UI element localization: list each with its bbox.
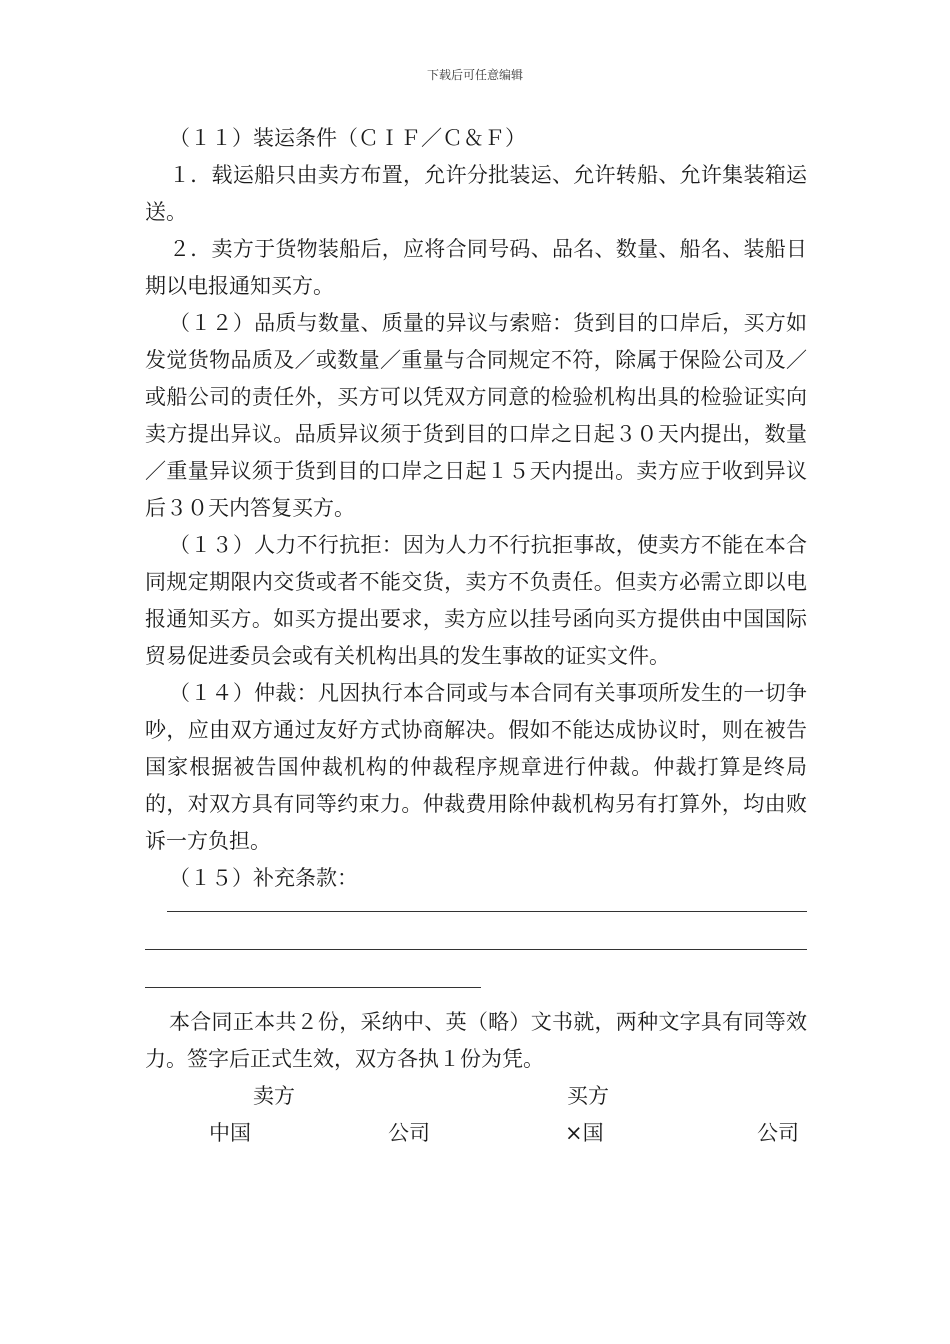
blank-line: [167, 911, 807, 912]
supplementary-clauses-blank: [145, 911, 807, 988]
seller-company: 公司: [388, 1121, 430, 1145]
buyer-company: 公司: [757, 1121, 799, 1145]
signature-parties-row: [145, 1115, 807, 1152]
section-13-force-majeure: （１３）人力不行抗拒：因为人力不行抗拒事故，使卖方不能在本合同规定期限内交货或者不能交货，卖方不负责任。但卖方必需立即以电报通知买方。如买方提出要求，卖方应以挂号函向买方提供由中国国际贸易促进委员会或有关机构出具的发生事故的证实文件。: [145, 533, 807, 668]
section-11-item-1: １．载运船只由卖方布置，允许分批装运、允许转船、允许集装箱运送。: [145, 163, 807, 224]
section-14-arbitration: （１４）仲裁：凡因执行本合同或与本合同有关事项所发生的一切争吵，应由双方通过友好方式协商解决。假如不能达成协议时，则在被告国家根据被告国仲裁机构的仲裁程序规章进行仲裁。仲裁打算是终局的，对双方具有同等约束力。仲裁费用除仲裁机构另有打算外，均由败诉一方负担。: [145, 681, 807, 853]
blank-line: [145, 949, 807, 950]
section-11-item-2: ２．卖方于货物装船后，应将合同号码、品名、数量、船名、装船日期以电报通知买方。: [145, 237, 807, 298]
closing-paragraph: 本合同正本共２份，采纳中、英（略）文书就，两种文字具有同等效力。签字后正式生效，双方各执１份为凭。: [145, 1010, 807, 1071]
seller-label: 卖方: [253, 1084, 295, 1108]
buyer-country: ×国: [565, 1121, 604, 1145]
seller-country: 中国: [209, 1121, 251, 1145]
section-12-claims: （１２）品质与数量、质量的异议与索赔：货到目的口岸后，买方如发觉货物品质及／或数量／重量与合同规定不符，除属于保险公司及／或船公司的责任外，买方可以凭双方同意的检验机构出具的检验证实向卖方提出异议。品质异议须于货到目的口岸之日起３０天内提出，数量／重量异议须于货到目的口岸之日起１５天内提出。卖方应于收到异议后３０天内答复买方。: [145, 311, 807, 520]
section-11-title: （１１）装运条件（ＣＩＦ／Ｃ＆Ｆ）: [169, 126, 526, 150]
section-15-title: （１５）补充条款：: [169, 866, 358, 890]
page-header: 下载后可任意编辑: [426, 68, 523, 82]
buyer-label: 买方: [567, 1084, 609, 1108]
blank-line: [145, 987, 481, 988]
contract-body: [145, 120, 807, 1152]
signature-labels-row: [145, 1078, 807, 1115]
